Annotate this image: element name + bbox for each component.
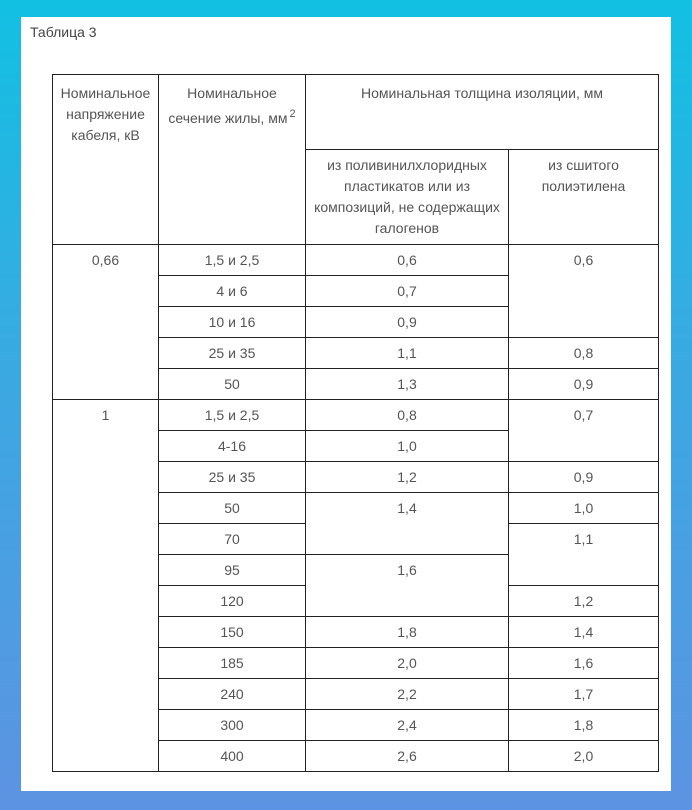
cell-xlpe: 0,8 [509,338,659,369]
cell-xlpe: 0,9 [509,462,659,493]
cell-pvc: 1,0 [306,431,509,462]
cell-section: 4 и 6 [159,276,306,307]
header-voltage: Номинальное напряжение кабеля, кВ [53,75,159,245]
cell-pvc: 1,6 [306,555,509,617]
cell-section: 70 [159,524,306,555]
document-sheet [21,17,671,791]
cell-section: 10 и 16 [159,307,306,338]
cell-pvc: 1,2 [306,462,509,493]
cell-section: 300 [159,710,306,741]
cell-pvc: 2,6 [306,741,509,772]
table-caption: Таблица 3 [30,24,97,40]
cell-xlpe: 1,4 [509,617,659,648]
cell-section: 240 [159,679,306,710]
cell-voltage: 0,66 [53,245,159,400]
insulation-thickness-table [52,74,659,772]
header-section-superscript: 2 [289,108,296,120]
cell-xlpe: 1,1 [509,524,659,586]
cell-xlpe: 1,2 [509,586,659,617]
cell-pvc: 2,0 [306,648,509,679]
cell-section: 400 [159,741,306,772]
cell-pvc: 2,4 [306,710,509,741]
cell-pvc: 0,7 [306,276,509,307]
cell-xlpe: 1,8 [509,710,659,741]
cell-xlpe: 0,9 [509,369,659,400]
cell-xlpe: 1,6 [509,648,659,679]
header-thickness: Номинальная толщина изоляции, мм [306,75,659,150]
cell-section: 1,5 и 2,5 [159,400,306,431]
cell-pvc: 0,6 [306,245,509,276]
header-xlpe: из сшитого полиэтилена [509,150,659,245]
cell-section: 185 [159,648,306,679]
cell-xlpe: 1,7 [509,679,659,710]
cell-pvc: 1,4 [306,493,509,555]
cell-section: 1,5 и 2,5 [159,245,306,276]
cell-pvc: 2,2 [306,679,509,710]
cell-pvc: 1,3 [306,369,509,400]
header-section-text: Номинальное сечение жилы, мм [168,85,288,126]
cell-section: 50 [159,493,306,524]
cell-section: 25 и 35 [159,462,306,493]
table-row [53,400,659,431]
cell-xlpe: 0,7 [509,400,659,462]
table-row [53,245,659,276]
header-row-1 [53,75,659,150]
cell-section: 50 [159,369,306,400]
cell-xlpe: 0,6 [509,245,659,338]
cell-pvc: 0,8 [306,400,509,431]
cell-pvc: 0,9 [306,307,509,338]
cell-section: 25 и 35 [159,338,306,369]
cell-section: 150 [159,617,306,648]
cell-pvc: 1,1 [306,338,509,369]
cell-section: 4-16 [159,431,306,462]
cell-section: 95 [159,555,306,586]
header-section [159,75,306,245]
cell-pvc: 1,8 [306,617,509,648]
cell-voltage: 1 [53,400,159,772]
cell-section: 120 [159,586,306,617]
header-pvc: из поливинилхлоридных пластикатов или из композиций, не содержащих галогенов [306,150,509,245]
cell-xlpe: 1,0 [509,493,659,524]
cell-xlpe: 2,0 [509,741,659,772]
